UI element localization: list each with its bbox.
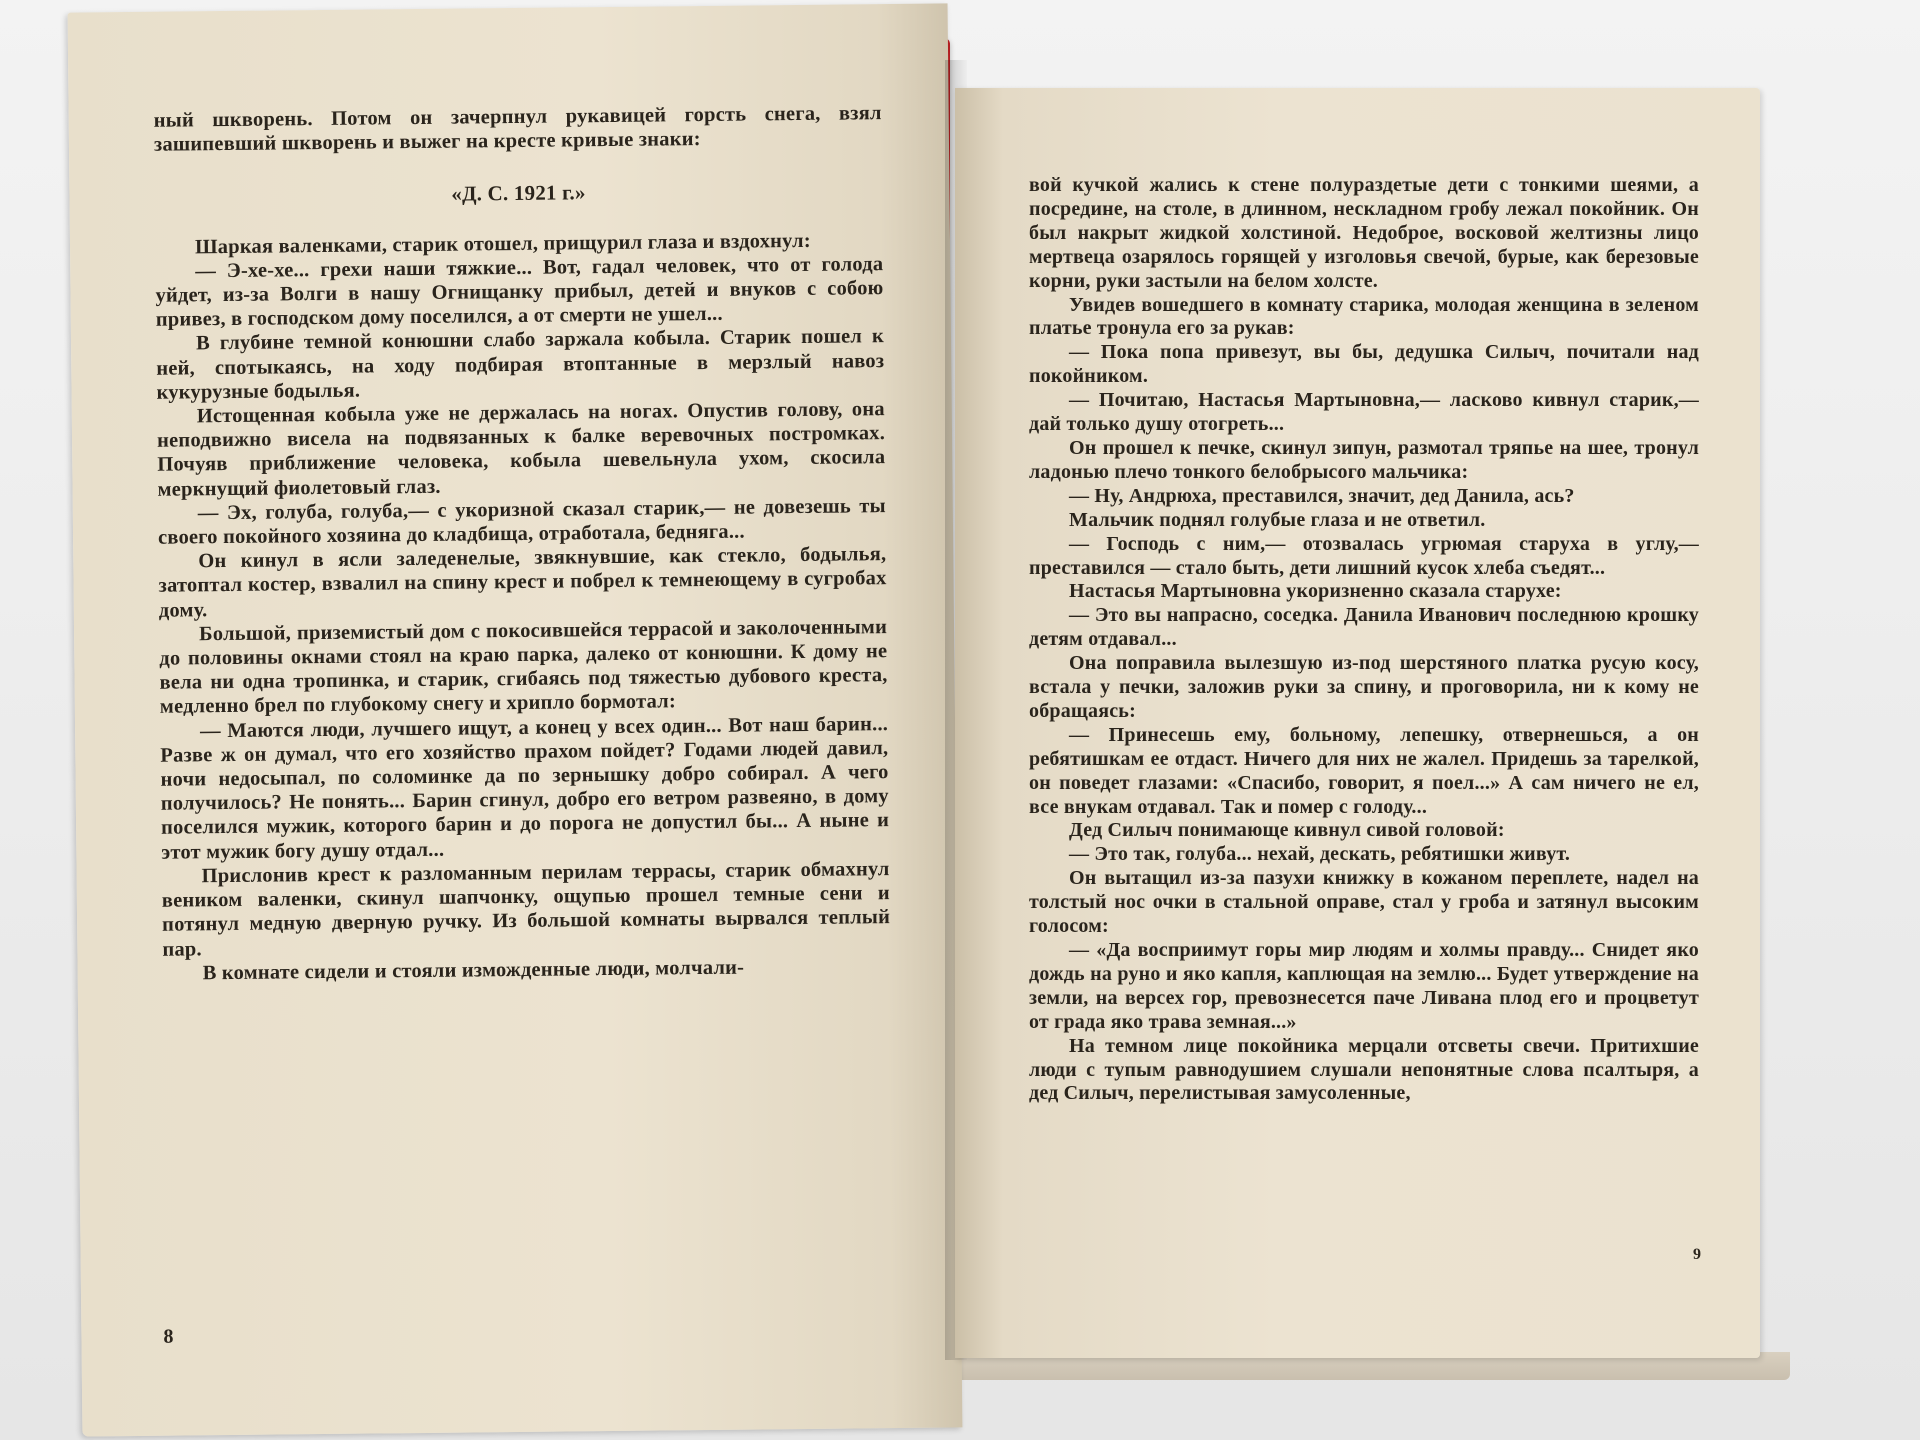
paragraph: вой кучкой жались к стене полураздетые дети с тонкими шеями, а посредине, на столе, в длинном, нескладном гробу лежал покойник. Он был накрыт жидкой холстиной. Недоброе, восковой желтизны лицо мертвеца озарялось горящей у изголовья свечой, бурые, как березовые корни, руки застыли на белом холсте.: [1029, 174, 1699, 292]
paragraph: «Д. С. 1921 г.»: [451, 180, 586, 207]
paragraph: — Эх, голуба, голуба,— с укоризной сказал старик,— не довезешь ты своего покойного хозяина до кладбища, отработала, бедняга...: [157, 494, 886, 549]
paragraph: Он кинул в ясли заледенелые, звякнувшие, как стекло, бодылья, затоптал костер, взвалил на спину крест и побрел к темнеющему в сугробах дому.: [158, 543, 887, 622]
paragraph: — Принесешь ему, больному, лепешку, отвернешься, а он ребятишкам ее отдаст. Ничего для них не жалел. Придешь за тарелкой, он поведет глазами: «Спасибо, говорит, я поел...» А сам ничего не ел, все внукам отдавал. Так и помер с голоду...: [1029, 723, 1699, 818]
paragraph: — Э-хе-хе... грехи наши тяжкие... Вот, гадал человек, что от голода уйдет, из-за Волги в нашу Огнищанку прибыл, детей и внуков с собою привез, в господском дому поселился, а от смерти не ушел...: [155, 252, 884, 331]
paragraph: — Это так, голуба... нехай, дескать, ребятишки живут.: [1069, 843, 1571, 866]
right-page: [955, 88, 1760, 1358]
paragraph: — Господь с ним,— отозвалась угрюмая старуха в углу,— преставился — стало быть, дети лишний кусок хлеба съедят...: [1029, 532, 1699, 579]
paragraph: Шаркая валенками, старик отошел, прищурил глаза и вздохнул:: [194, 229, 811, 258]
paragraph: В комнате сидели и стояли изможденные люди, молчали-: [202, 956, 745, 984]
paragraph: Он прошел к печке, скинул зипун, размотал тряпье на шее, тронул ладонью плечо тонкого белобрысого мальчика:: [1029, 436, 1699, 483]
paragraph: Она поправила вылезшую из-под шерстяного платка русую косу, встала у печки, заложив руки за спину, и проговорила, ни к кому не обращаясь:: [1029, 652, 1699, 722]
paragraph: — «Да восприимут горы мир людям и холмы правду... Снидет яко дождь на руно и яко капля, каплющая на землю... Будет утверждение на земли, на версех гор, превознесется паче Ливана плод его и процветут от града яко трава земная...»: [1029, 939, 1699, 1033]
left-page-number: 8: [163, 1325, 174, 1348]
paragraph: На темном лице покойника мерцали отсветы свечи. Притихшие люди с тупым равнодушием слушали непонятные слова псалтыря, а дед Силыч, перелистывая замусоленные,: [1029, 1034, 1699, 1105]
paragraph: ный шкворень. Потом он зачерпнул рукавицей горсть снега, взял зашипевший шкворень и выжег на кресте кривые знаки:: [153, 102, 882, 156]
right-page-text: [1029, 174, 1699, 1106]
paragraph: В глубине темной конюшни слабо заржала кобыла. Старик пошел к ней, спотыкаясь, на ходу подбирая втоптанные в мерзлый навоз кукурузные бодылья.: [156, 325, 885, 404]
paragraph: — Пока попа привезут, вы бы, дедушка Силыч, почитали над покойником.: [1029, 341, 1699, 388]
paragraph: Истощенная кобыла уже не держалась на ногах. Опустив голову, она неподвижно висела на подвязанных к балке веревочных постромках. Почуяв приближение человека, кобыла шевельнула ухом, скосила меркнущий фиолетовый глаз.: [156, 398, 886, 501]
paragraph: Прислонив крест к разломанным перилам террасы, старик обмахнул веником валенки, скинул шапчонку, ощупью прошел темные сени и потянул медную дверную ручку. Из большой комнаты вырвался теплый пар.: [161, 857, 891, 961]
paragraph: Дед Силыч понимающе кивнул сивой головой:: [1069, 819, 1505, 842]
paragraph: — Ну, Андрюха, преставился, значит, дед Данила, ась?: [1069, 484, 1575, 507]
paragraph: Увидев вошедшего в комнату старика, молодая женщина в зеленом платье тронула его за рукав:: [1029, 293, 1699, 340]
paragraph: Он вытащил из-за пазухи книжку в кожаном переплете, надел на толстый нос очки в стальной оправе, стал у гроба и затянул высоким голосом:: [1029, 867, 1699, 938]
left-page-text: [154, 101, 891, 985]
paragraph: — Это вы напрасно, соседка. Данила Иванович последнюю крошку детям отдавал...: [1029, 604, 1699, 651]
paragraph: Большой, приземистый дом с покосившейся террасой и заколоченными до половины окнами стоял на краю парка, далеко от конюшни. К дому не вела ни одна тропинка, и старик, сгибаясь под тяжестью дубового креста, медленно брел по глубокому снегу и хрипло бормотал:: [159, 615, 888, 719]
left-page: [68, 3, 963, 1436]
paragraph: Мальчик поднял голубые глаза и не ответил.: [1069, 508, 1486, 531]
right-page-number: 9: [1693, 1246, 1701, 1263]
paragraph: Настасья Мартыновна укоризненно сказала старухе:: [1069, 580, 1562, 603]
paragraph: — Маются люди, лучшего ищут, а конец у всех один... Вот наш барин... Разве ж он думал, что его хозяйство прахом пойдет? Годами людей давил, ночи недосыпал, по соломинке да по зернышку добро собирал. А чего получилось? Не понять... Барин сгинул, добро его ветром развеяно, в дому поселился мужик, которого барин и до порога не допустил бы... А ныне и этот мужик богу душу отдал...: [160, 712, 890, 864]
paragraph: — Почитаю, Настасья Мартыновна,— ласково кивнул старик,— дай только душу отогреть...: [1029, 389, 1699, 436]
